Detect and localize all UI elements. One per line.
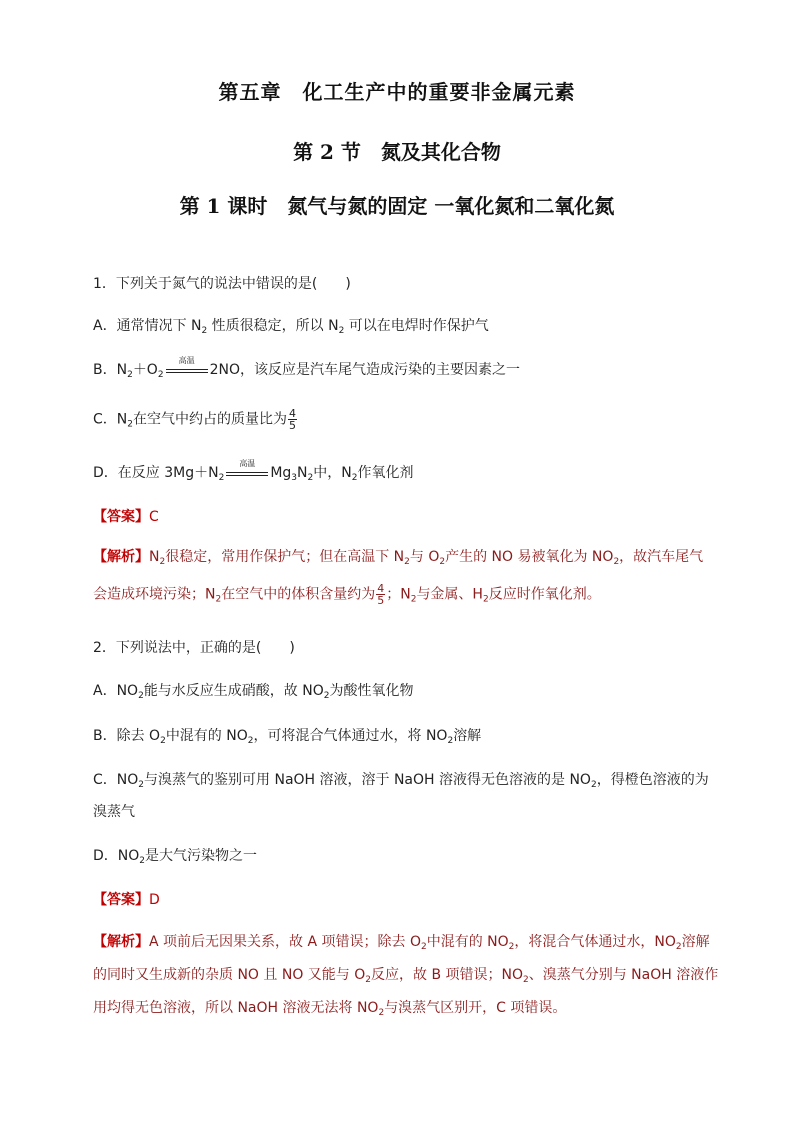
section-title: 第 2 节 氮及其化合物: [293, 140, 501, 164]
q2-explanation-line-2: 的同时又生成新的杂质 NO 且 NO 又能与 $O_2$反应，故 B 项错误；$NO_2$、溴蒸气分别与 NaOH 溶液作: [93, 967, 719, 985]
lesson-title: 第 1 课时 氮气与氮的固定 一氧化氮和二氧化氮: [179, 194, 615, 218]
q1-answer: 【答案】C: [93, 509, 159, 525]
q1-option-d: D．在反应 $3Mg+N_2$ 高温 $Mg_3N_2$中，$N_2$作氧化剂: [93, 459, 414, 483]
q1-option-a: A．通常情况下 $N_2$ 性质很稳定，所以 $N_2$ 可以在电焊时作保护气: [93, 318, 489, 336]
fraction: $\frac{4}{5}$: [288, 407, 296, 432]
q2-option-c-line-2: 溴蒸气: [93, 804, 135, 820]
q2-option-d: D．$NO_2$是大气污染物之一: [93, 848, 258, 866]
reaction-condition-arrow: 高温: [166, 363, 208, 377]
q1-option-c: C．$N_2$在空气中约占的质量比为 $\frac{4}{5}$: [93, 407, 296, 432]
q2-stem: 2．下列说法中，正确的是( ): [93, 640, 295, 656]
q1-explanation-line-2: 会造成环境污染；$N_2$在空气中的体积含量约为 $\frac{4}{5}$ ；$N_2$与金属、$H_2$反应时作氧化剂。: [93, 582, 601, 607]
q1-stem: 1．下列关于氮气的说法中错误的是( ): [93, 276, 351, 292]
q2-option-a: A．$NO_2$能与水反应生成硝酸，故 $NO_2$为酸性氧化物: [93, 683, 414, 701]
reaction-condition-arrow: 高温: [226, 466, 268, 480]
q2-option-b: B．除去 $O_2$中混有的 $NO_2$，可将混合气体通过水，将 $NO_2$溶解: [93, 728, 482, 746]
q2-explanation-line-3: 用均得无色溶液，所以 NaOH 溶液无法将 $NO_2$与溴蒸气区别开，C 项错误。: [93, 1000, 567, 1018]
q2-explanation-line-1: 【解析】A 项前后无因果关系，故 A 项错误；除去 $O_2$中混有的 $NO_2$，将混合气体通过水，$NO_2$溶解: [93, 934, 710, 952]
chapter-title: 第五章 化工生产中的重要非金属元素: [218, 80, 576, 104]
q1-explanation-line-1: 【解析】$N_2$很稳定，常用作保护气；但在高温下 $N_2$与 $O_2$产生的 NO 易被氧化为 $NO_2$，故汽车尾气: [93, 549, 704, 567]
q2-answer: 【答案】D: [93, 892, 160, 908]
fraction: $\frac{4}{5}$: [377, 582, 385, 607]
q2-option-c-line-1: C．$NO_2$与溴蒸气的鉴别可用 NaOH 溶液，溶于 NaOH 溶液得无色溶液的是 $NO_2$，得橙色溶液的为: [93, 772, 709, 790]
q1-option-b: B．$N_2+O_2$ 高温 2NO，该反应是汽车尾气造成污染的主要因素之一: [93, 356, 520, 380]
